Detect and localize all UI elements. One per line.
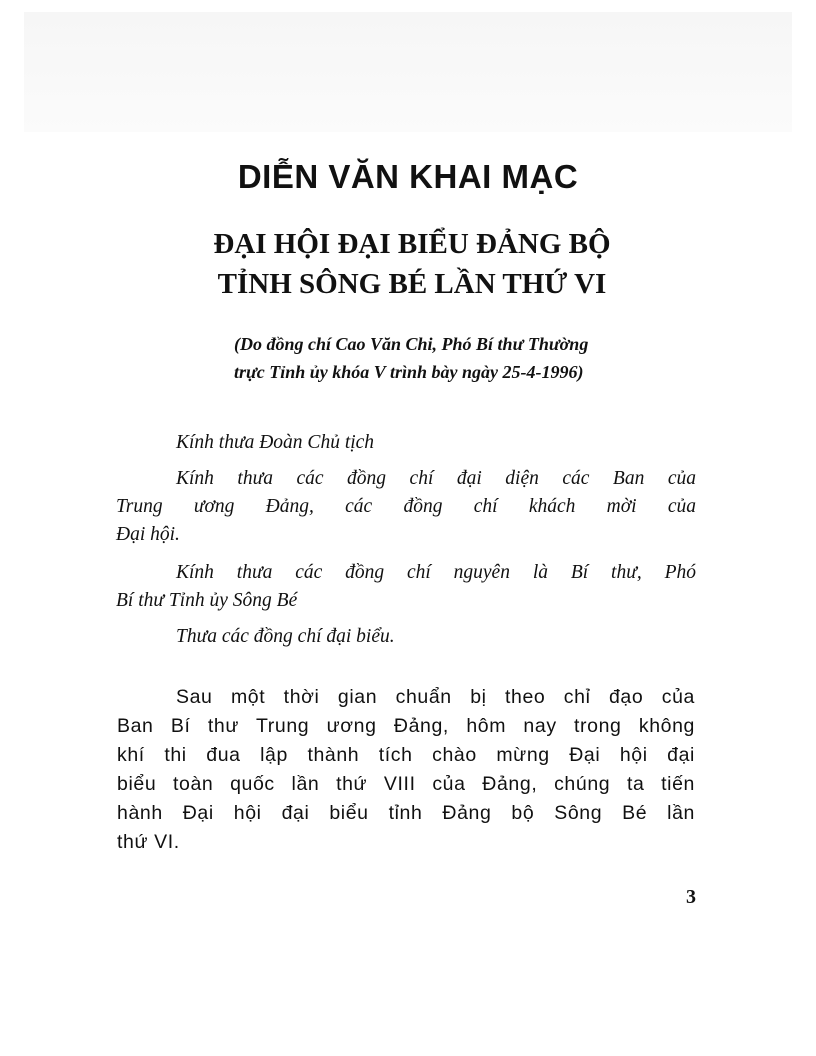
body-line-5: hành Đại hội đại biểu tỉnh Đảng bộ Sông Bé lần — [117, 802, 695, 824]
salutation-3-line-1: Kính thưa các đồng chí nguyên là Bí thư, Phó — [176, 562, 696, 583]
congress-subtitle-line-1: ĐẠI HỘI ĐẠI BIỂU ĐẢNG BỘ — [213, 228, 611, 260]
body-line-6: thứ VI. — [117, 831, 180, 853]
body-line-1: Sau một thời gian chuẩn bị theo chỉ đạo của — [176, 686, 695, 708]
scan-shading — [24, 12, 792, 132]
speaker-note-line-1: (Do đồng chí Cao Văn Chi, Phó Bí thư Thường — [234, 334, 589, 354]
salutation-4: Thưa các đồng chí đại biểu. — [176, 626, 395, 647]
salutation-2-line-2: Trung ương Đảng, các đồng chí khách mời của — [116, 496, 696, 517]
salutation-1: Kính thưa Đoàn Chủ tịch — [176, 432, 375, 453]
salutation-2-line-3: Đại hội. — [116, 524, 180, 545]
salutation-3-line-2: Bí thư Tỉnh ủy Sông Bé — [116, 590, 298, 611]
congress-subtitle-line-2: TỈNH SÔNG BÉ LẦN THỨ VI — [217, 268, 607, 300]
body-line-4: biểu toàn quốc lần thứ VIII của Đảng, chúng ta tiến — [117, 773, 695, 795]
speaker-note-line-2: trực Tỉnh ủy khóa V trình bày ngày 25-4-1996) — [234, 362, 584, 382]
page-number: 3 — [686, 886, 696, 908]
body-line-2: Ban Bí thư Trung ương Đảng, hôm nay trong không — [117, 715, 695, 737]
speech-title: DIỄN VĂN KHAI MẠC — [237, 158, 579, 195]
salutation-2-line-1: Kính thưa các đồng chí đại diện các Ban của — [176, 468, 696, 489]
body-line-3: khí thi đua lập thành tích chào mừng Đại hội đại — [117, 744, 695, 766]
